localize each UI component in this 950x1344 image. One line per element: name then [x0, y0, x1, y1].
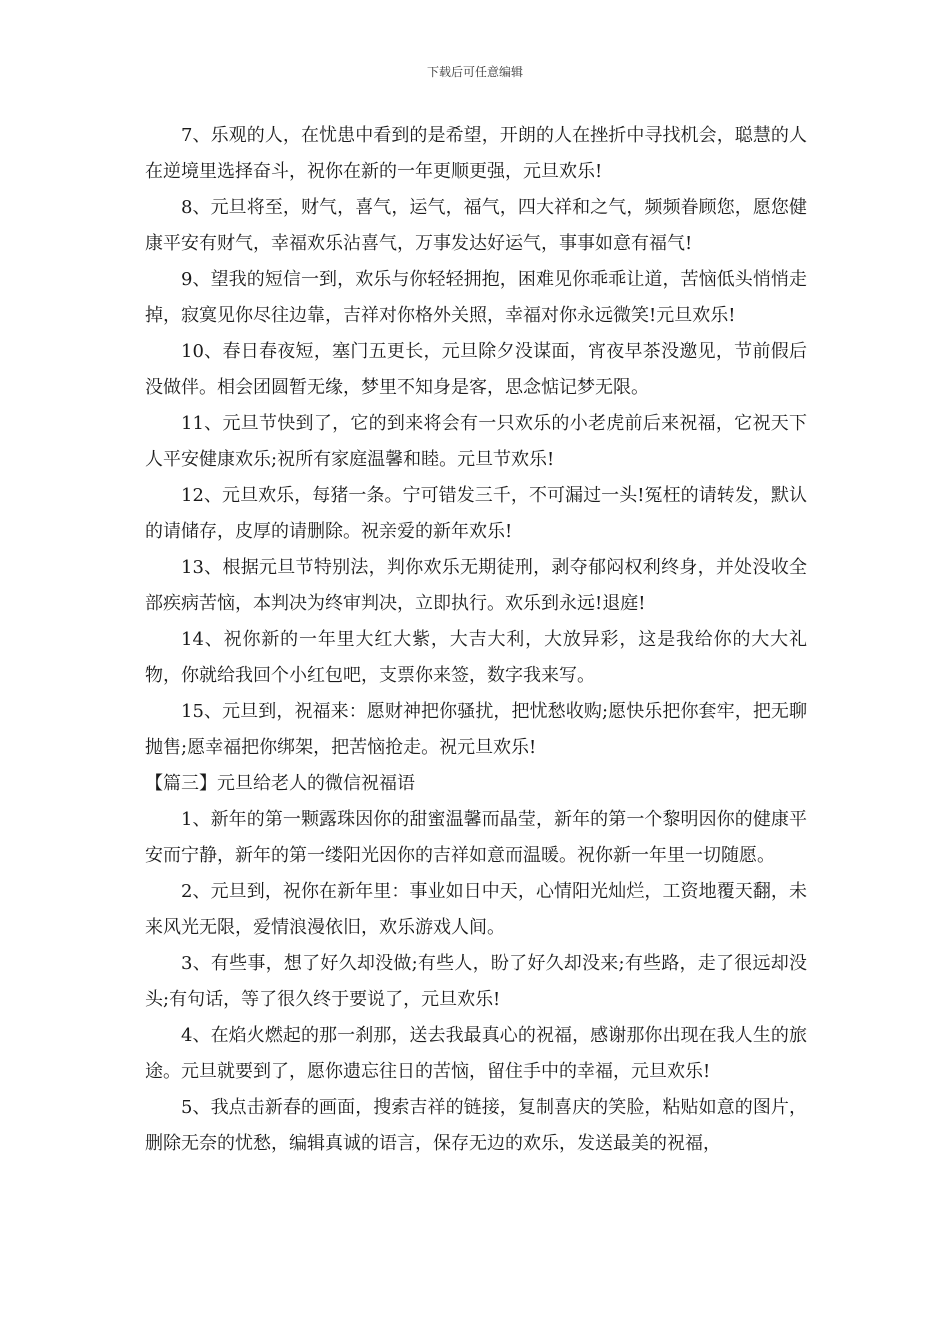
section-heading: 【篇三】元旦给老人的微信祝福语 [145, 773, 415, 794]
section-paragraph-5: 5、我点击新春的画面，搜索吉祥的链接，复制喜庆的笑脸，粘贴如意的图片，删除无奈的忧愁，编辑真诚的语言，保存无边的欢乐，发送最美的祝福， [145, 1097, 807, 1154]
paragraph-8: 8、元旦将至，财气，喜气，运气，福气，四大祥和之气，频频眷顾您，愿您健康平安有财气，幸福欢乐沾喜气，万事发达好运气，事事如意有福气! [145, 197, 807, 254]
paragraph-10: 10、春日春夜短，塞门五更长，元旦除夕没谋面，宵夜早茶没邀见，节前假后没做伴。相会团圆暂无缘，梦里不知身是客，思念惦记梦无限。 [145, 341, 807, 398]
document-body [145, 118, 807, 1162]
section-paragraph-2: 2、元旦到，祝你在新年里：事业如日中天，心情阳光灿烂，工资地覆天翻，未来风光无限，爱情浪漫依旧，欢乐游戏人间。 [145, 881, 807, 938]
section-paragraph-3: 3、有些事，想了好久却没做;有些人，盼了好久却没来;有些路，走了很远却没头;有句话，等了很久终于要说了，元旦欢乐! [145, 953, 807, 1010]
paragraph-14: 14、祝你新的一年里大红大紫，大吉大利，大放异彩，这是我给你的大大礼物，你就给我回个小红包吧，支票你来签，数字我来写。 [145, 629, 807, 686]
paragraph-13: 13、根据元旦节特别法，判你欢乐无期徒刑，剥夺郁闷权利终身，并处没收全部疾病苦恼，本判决为终审判决，立即执行。欢乐到永远!退庭! [145, 557, 807, 614]
paragraph-15: 15、元旦到，祝福来：愿财神把你骚扰，把忧愁收购;愿快乐把你套牢，把无聊抛售;愿幸福把你绑架，把苦恼抢走。祝元旦欢乐! [145, 701, 807, 758]
paragraph-9: 9、望我的短信一到，欢乐与你轻轻拥抱，困难见你乖乖让道，苦恼低头悄悄走掉，寂寞见你尽往边靠，吉祥对你格外关照，幸福对你永远微笑!元旦欢乐! [145, 269, 807, 326]
paragraph-12: 12、元旦欢乐，每猪一条。宁可错发三千，不可漏过一头!冤枉的请转发，默认的请储存，皮厚的请删除。祝亲爱的新年欢乐! [145, 485, 807, 542]
paragraph-11: 11、元旦节快到了，它的到来将会有一只欢乐的小老虎前后来祝福，它祝天下人平安健康欢乐;祝所有家庭温馨和睦。元旦节欢乐! [145, 413, 807, 470]
section-paragraph-4: 4、在焰火燃起的那一刹那，送去我最真心的祝福，感谢那你出现在我人生的旅途。元旦就要到了，愿你遗忘往日的苦恼，留住手中的幸福，元旦欢乐! [145, 1025, 807, 1082]
section-paragraph-1: 1、新年的第一颗露珠因你的甜蜜温馨而晶莹，新年的第一个黎明因你的健康平安而宁静，新年的第一缕阳光因你的吉祥如意而温暖。祝你新一年里一切随愿。 [145, 809, 807, 866]
page-header: 下载后可任意编辑 [426, 65, 523, 79]
paragraph-7: 7、乐观的人，在忧患中看到的是希望，开朗的人在挫折中寻找机会，聪慧的人在逆境里选择奋斗，祝你在新的一年更顺更强，元旦欢乐! [145, 125, 807, 182]
